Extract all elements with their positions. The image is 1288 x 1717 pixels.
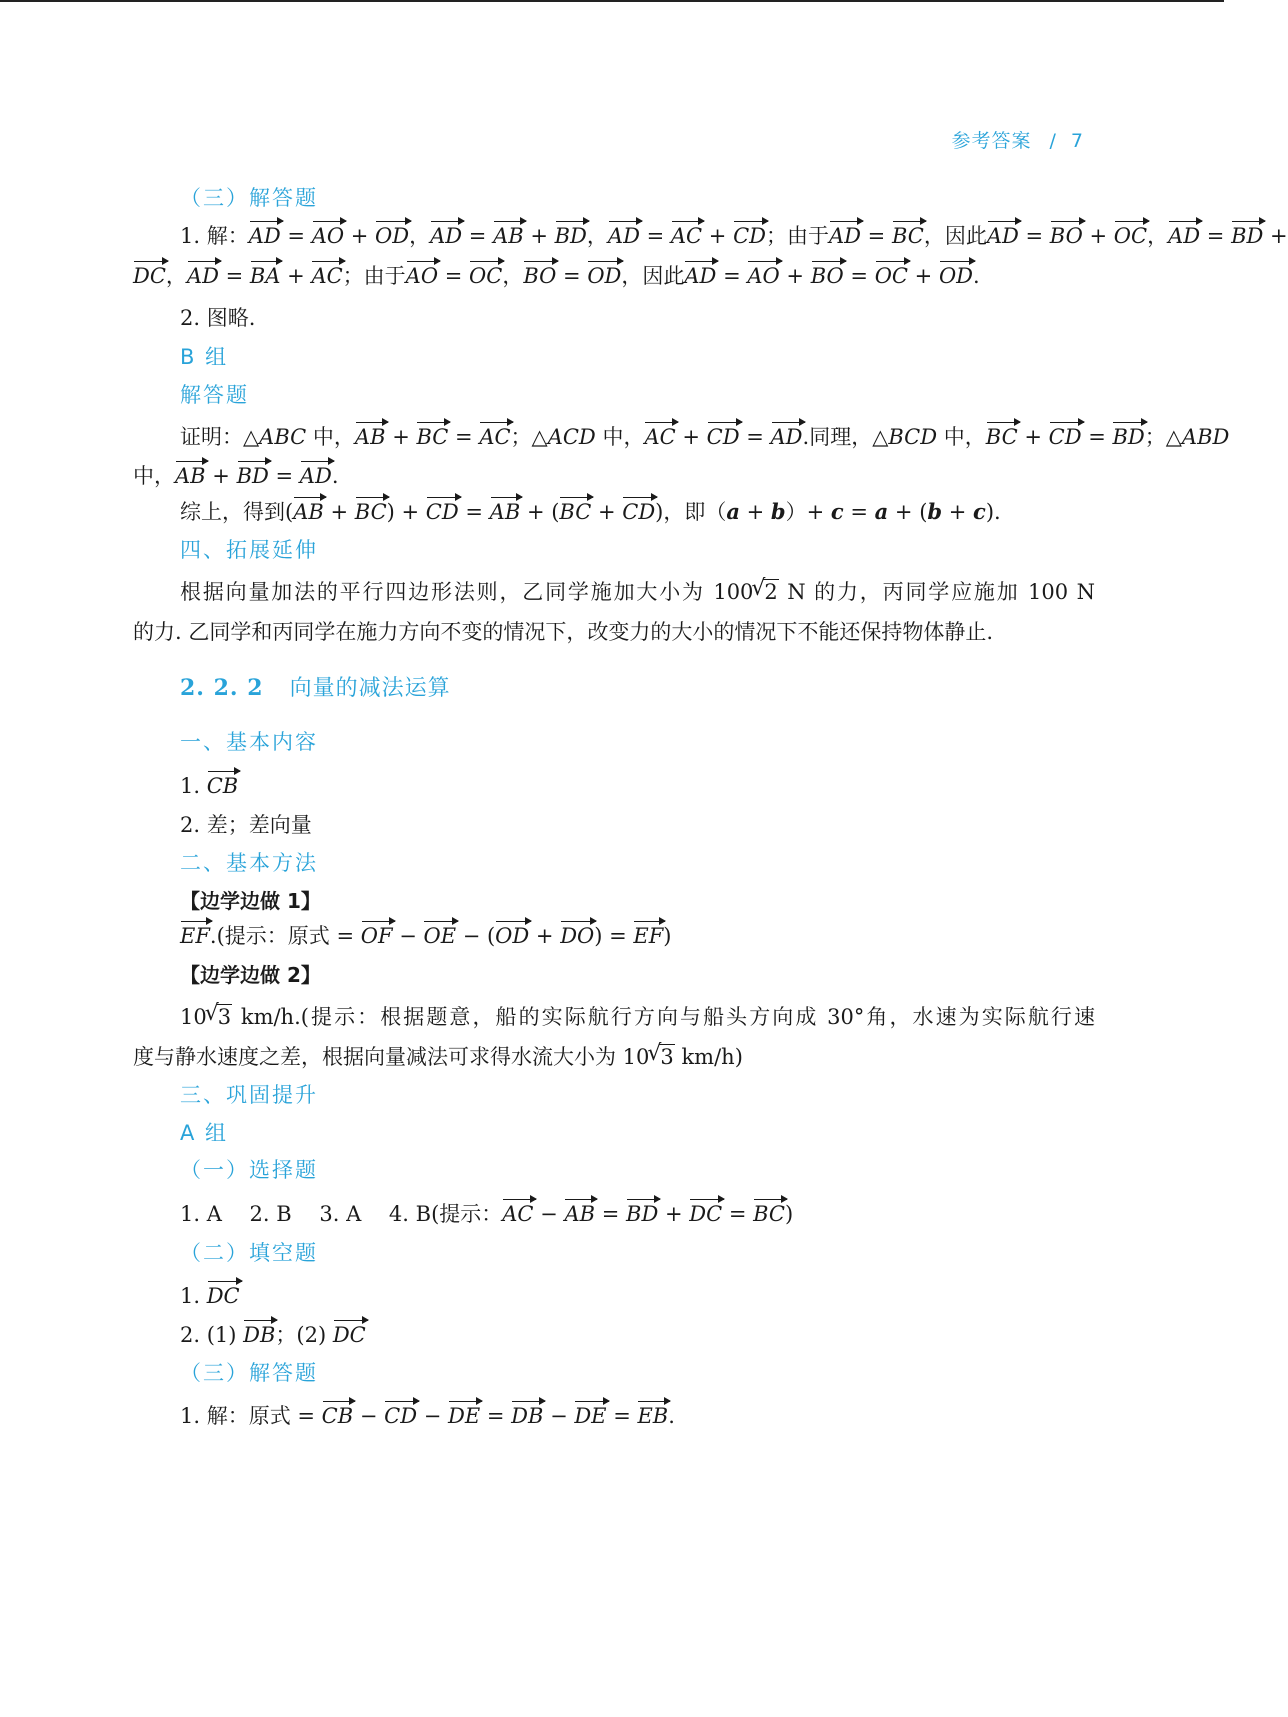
vector-symbol: BC — [892, 221, 924, 251]
section-heading: （三）解答题 — [180, 1361, 318, 1385]
text-line: 的力. 乙同学和丙同学在施力方向不变的情况下，改变力的大小的情况下不能还保持物体静止. — [133, 620, 994, 644]
vector-symbol: DB — [511, 1401, 543, 1431]
vector-symbol: AC — [671, 221, 702, 251]
vector-symbol: BO — [1050, 221, 1083, 251]
vector-symbol: DO — [560, 921, 594, 951]
text-line: 2. 图略. — [180, 306, 256, 330]
vector-symbol: EF — [633, 921, 663, 951]
vector-symbol: CB — [322, 1401, 354, 1431]
vector-symbol: AD — [987, 221, 1019, 251]
vector-symbol: AD — [684, 261, 716, 291]
vector-symbol: EF — [180, 921, 210, 951]
vector-symbol: BO — [523, 261, 556, 291]
vector-symbol: AD — [430, 221, 462, 251]
vector-symbol: CD — [1049, 422, 1082, 452]
vector-symbol: EB — [637, 1401, 668, 1431]
vector-symbol: BC — [559, 497, 591, 527]
section-heading: A 组 — [180, 1121, 229, 1145]
subsection-number: 2. 2. 2 — [180, 675, 264, 701]
vector-symbol: BD — [555, 221, 587, 251]
vector-symbol: AC — [311, 261, 342, 291]
section-heading: 四、拓展延伸 — [180, 538, 318, 562]
vector-symbol: BO — [811, 261, 844, 291]
vector-symbol: OC — [469, 261, 502, 291]
vector-symbol: OC — [875, 261, 908, 291]
section-heading: 解答题 — [180, 383, 249, 407]
vector-symbol: AD — [829, 221, 861, 251]
vector-symbol: OD — [587, 261, 621, 291]
text-line: 1. CB — [180, 771, 1095, 801]
vector-symbol: AC — [479, 422, 510, 452]
vector-symbol: DC — [207, 1281, 240, 1311]
vector-symbol: DE — [448, 1401, 480, 1431]
vector-symbol: AD — [1168, 221, 1200, 251]
sqrt-symbol: √ 2 — [753, 577, 778, 607]
section-heading: （三）解答题 — [180, 186, 318, 210]
vector-symbol: BC — [416, 422, 448, 452]
vector-symbol: CD — [707, 422, 740, 452]
vector-symbol: DC — [133, 261, 166, 291]
subsection-label: 向量的减法运算 — [289, 676, 451, 701]
running-header — [951, 126, 1084, 153]
vector-symbol: BD — [1112, 422, 1144, 452]
vector-symbol: CB — [207, 771, 239, 801]
subsection-title — [180, 673, 1095, 704]
section-heading: 三、巩固提升 — [180, 1083, 318, 1107]
vector-symbol: AO — [406, 261, 438, 291]
vector-symbol: OD — [495, 921, 529, 951]
text-line: 度与静水速度之差，根据向量减法可求得水流大小为 10√ 3 km/h) — [133, 1042, 1095, 1072]
text-line: 1. DC — [180, 1281, 1095, 1311]
vector-symbol: AB — [490, 497, 521, 527]
vector-symbol: BA — [250, 261, 281, 291]
vector-symbol: BC — [986, 422, 1018, 452]
vector-symbol: CD — [622, 497, 655, 527]
header-section: 参考答案 — [951, 130, 1032, 152]
vector-symbol: BC — [753, 1199, 785, 1229]
text-line: 1. A 2. B 3. A 4. B(提示：AC − AB = BD + DC = BC) — [180, 1199, 1095, 1229]
text-line: 根据向量加法的平行四边形法则，乙同学施加大小为 100√ 2 N 的力，丙同学应施加 100 N — [180, 577, 1095, 607]
text-line: DC，AD = BA + AC；由于AO = OC，BO = OD，因此AD = AO + BO = OC + OD. — [133, 261, 1095, 291]
text-line: 2. (1) DB；(2) DC — [180, 1320, 1095, 1350]
text-line: 证明：△ABC 中，AB + BC = AC；△ACD 中，AC + CD = AD.同理，△BCD 中，BC + CD = BD；△ABD — [180, 422, 1095, 452]
vector-symbol: BD — [237, 461, 269, 491]
section-heading: 二、基本方法 — [180, 851, 318, 875]
sqrt-symbol: √ 3 — [649, 1042, 674, 1072]
text-line: 10√ 3 km/h.(提示：根据题意，船的实际航行方向与船头方向成 30°角，水速为实际航行速 — [180, 1002, 1095, 1032]
vector-symbol: OF — [361, 921, 393, 951]
text-line: EF.(提示：原式 = OF − OE − (OD + DO) = EF) — [180, 921, 1095, 951]
vector-symbol: AD — [771, 422, 803, 452]
section-heading: （二）填空题 — [180, 1241, 318, 1265]
vector-symbol: DE — [574, 1401, 606, 1431]
vector-symbol: AB — [355, 422, 386, 452]
section-heading: 一、基本内容 — [180, 730, 318, 754]
text-line: 2. 差；差向量 — [180, 813, 312, 837]
vector-symbol: AB — [293, 497, 324, 527]
vector-symbol: BC — [355, 497, 387, 527]
section-heading: B 组 — [180, 345, 229, 369]
exercise-heading: 【边学边做 1】 — [180, 889, 321, 913]
section-heading: （一）选择题 — [180, 1158, 318, 1182]
vector-symbol: AB — [175, 461, 206, 491]
vector-symbol: DC — [333, 1320, 366, 1350]
vector-symbol: AC — [644, 422, 675, 452]
vector-symbol: CD — [384, 1401, 417, 1431]
vector-symbol: OD — [375, 221, 409, 251]
vector-symbol: AB — [493, 221, 524, 251]
vector-symbol: CD — [426, 497, 459, 527]
vector-symbol: AD — [187, 261, 219, 291]
vector-symbol: AD — [608, 221, 640, 251]
header-separator: / — [1049, 130, 1057, 152]
page-number: 7 — [1070, 130, 1084, 152]
vector-symbol: AD — [300, 461, 332, 491]
vector-symbol: AO — [747, 261, 779, 291]
vector-symbol: AC — [502, 1199, 533, 1229]
vector-symbol: DB — [243, 1320, 275, 1350]
vector-symbol: OE — [423, 921, 456, 951]
vector-symbol: AB — [564, 1199, 595, 1229]
vector-symbol: AD — [249, 221, 281, 251]
vector-symbol: OD — [939, 261, 973, 291]
sqrt-symbol: √ 3 — [207, 1002, 232, 1032]
text-line: 1. 解：原式 = CB − CD − DE = DB − DE = EB. — [180, 1401, 1095, 1431]
vector-symbol: OC — [1114, 221, 1147, 251]
vector-symbol: DC — [689, 1199, 722, 1229]
text-line: 综上，得到(AB + BC) + CD = AB + (BC + CD)，即（a + b）+ c = a + (b + c). — [180, 497, 1095, 527]
exercise-heading: 【边学边做 2】 — [180, 963, 321, 987]
text-line: 1. 解：AD = AO + OD，AD = AB + BD，AD = AC + CD；由于AD = BC，因此AD = BO + OC，AD = BD + — [180, 221, 1095, 251]
vector-symbol: BD — [1231, 221, 1263, 251]
vector-symbol: AO — [312, 221, 344, 251]
vector-symbol: BD — [626, 1199, 658, 1229]
vector-symbol: CD — [733, 221, 766, 251]
top-rule — [0, 0, 1224, 2]
text-line: 中，AB + BD = AD. — [133, 461, 1095, 491]
